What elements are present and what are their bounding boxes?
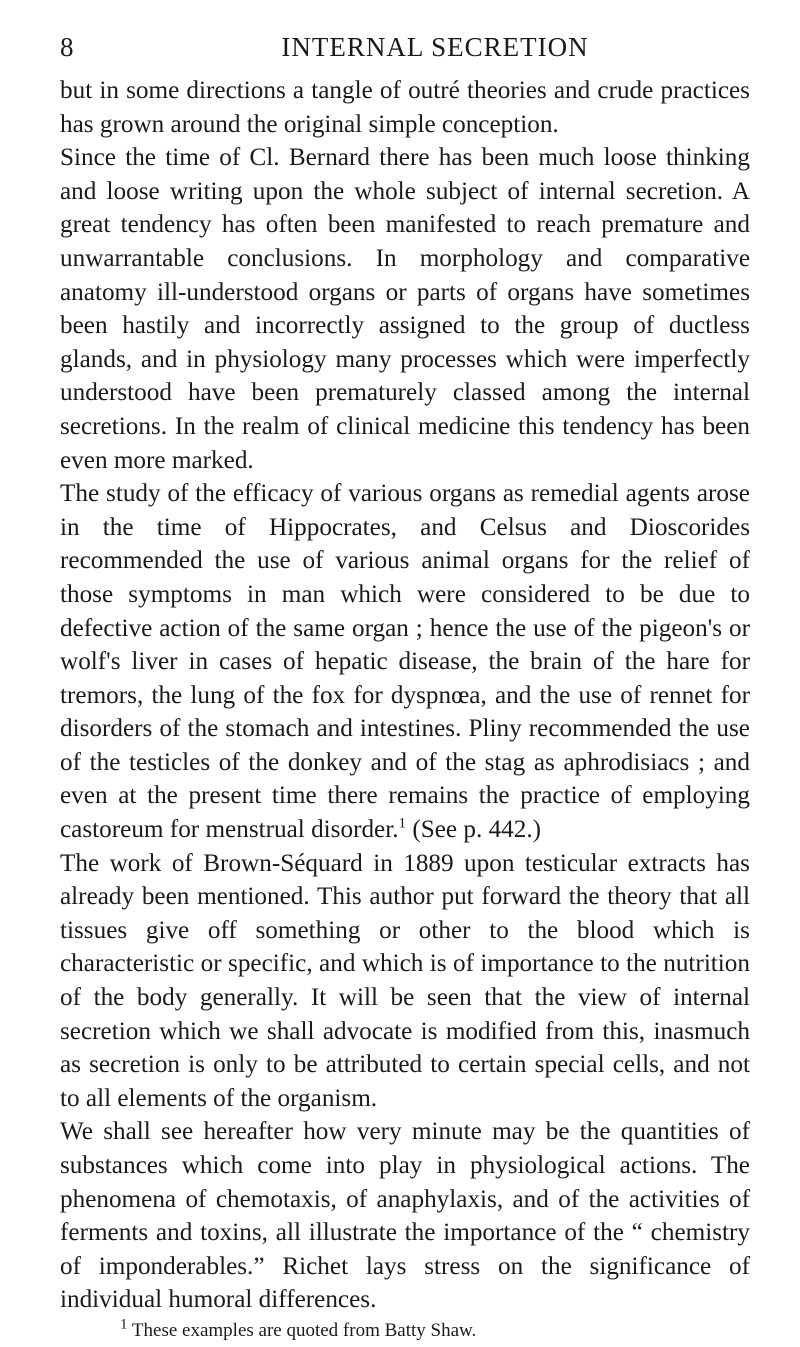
page-header [60, 30, 750, 74]
paragraph-remedial-agents [60, 477, 750, 847]
page-number: 8 [60, 32, 74, 62]
paragraph-continuation: but in some directions a tangle of outré theories and crude practices has grown around the original simple conception. [60, 77, 750, 138]
paragraph-brown-sequard: The work of Brown-Séquard in 1889 upon testicular extracts has already been mentioned. This author put forward the theory that all tissues give off something or other to the blood which is characteristic or specific, and which is of importance to the nutrition of the body generally. It will be seen that the view of internal secretion which we shall advocate is modified from this, inasmuch as secretion is only to be attributed to certain special cells, and not to all elements of the organism. [60, 849, 750, 1112]
footnote-text: These examples are quoted from Batty Shaw. [127, 1319, 477, 1341]
footnote [60, 1316, 750, 1343]
footnote-marker: 1 [120, 1316, 128, 1333]
running-head: INTERNAL SECRETION [281, 32, 589, 62]
paragraph-imponderables: We shall see hereafter how very minute may be the quantities of substances which come into play in physiological actions. The phenomena of chemotaxis, of anaphylaxis, and of the activities of ferments and toxins, all illustrate the importance of the “ chemistry of imponderables.” Richet lays stress on the significance of individual humoral differences. [60, 1118, 750, 1314]
paragraph-bernard: Since the time of Cl. Bernard there has been much loose thinking and loose writing upon the whole subject of internal secretion. A great tendency has often been manifested to reach premature and unwarrantable conclusions. In morphology and comparative anatomy ill-understood organs or parts of organs have sometimes been hastily and incorrectly assigned to the group of ductless glands, and in physiology many processes which were imperfectly understood have been prematurely classed among the internal secretions. In the realm of clinical medicine this tendency has been even more marked. [60, 144, 750, 474]
page-body [60, 30, 750, 1343]
footnote-reference: 1 [398, 815, 407, 832]
cross-reference: (See p. 442.) [406, 816, 542, 844]
paragraph-remedial-agents-text: The study of the efficacy of various organs as remedial agents arose in the time of Hippocrates, and Celsus and Dioscorides recommended the use of various animal organs for the relief of those symptoms in man which were considered to be due to defective action of the same organ ; hence the use of the pigeon's or wolf's liver in cases of hepatic disease, the brain of the hare for tremors, the lung of the fox for dyspnœa, and the use of rennet for disorders of the stomach and intestines. Pliny recommended the use of the testicles of the donkey and of the stag as aphrodisiacs ; and even at the present time there remains the practice of employing castoreum for menstrual disorder. [60, 480, 750, 844]
body-text [60, 74, 750, 1317]
